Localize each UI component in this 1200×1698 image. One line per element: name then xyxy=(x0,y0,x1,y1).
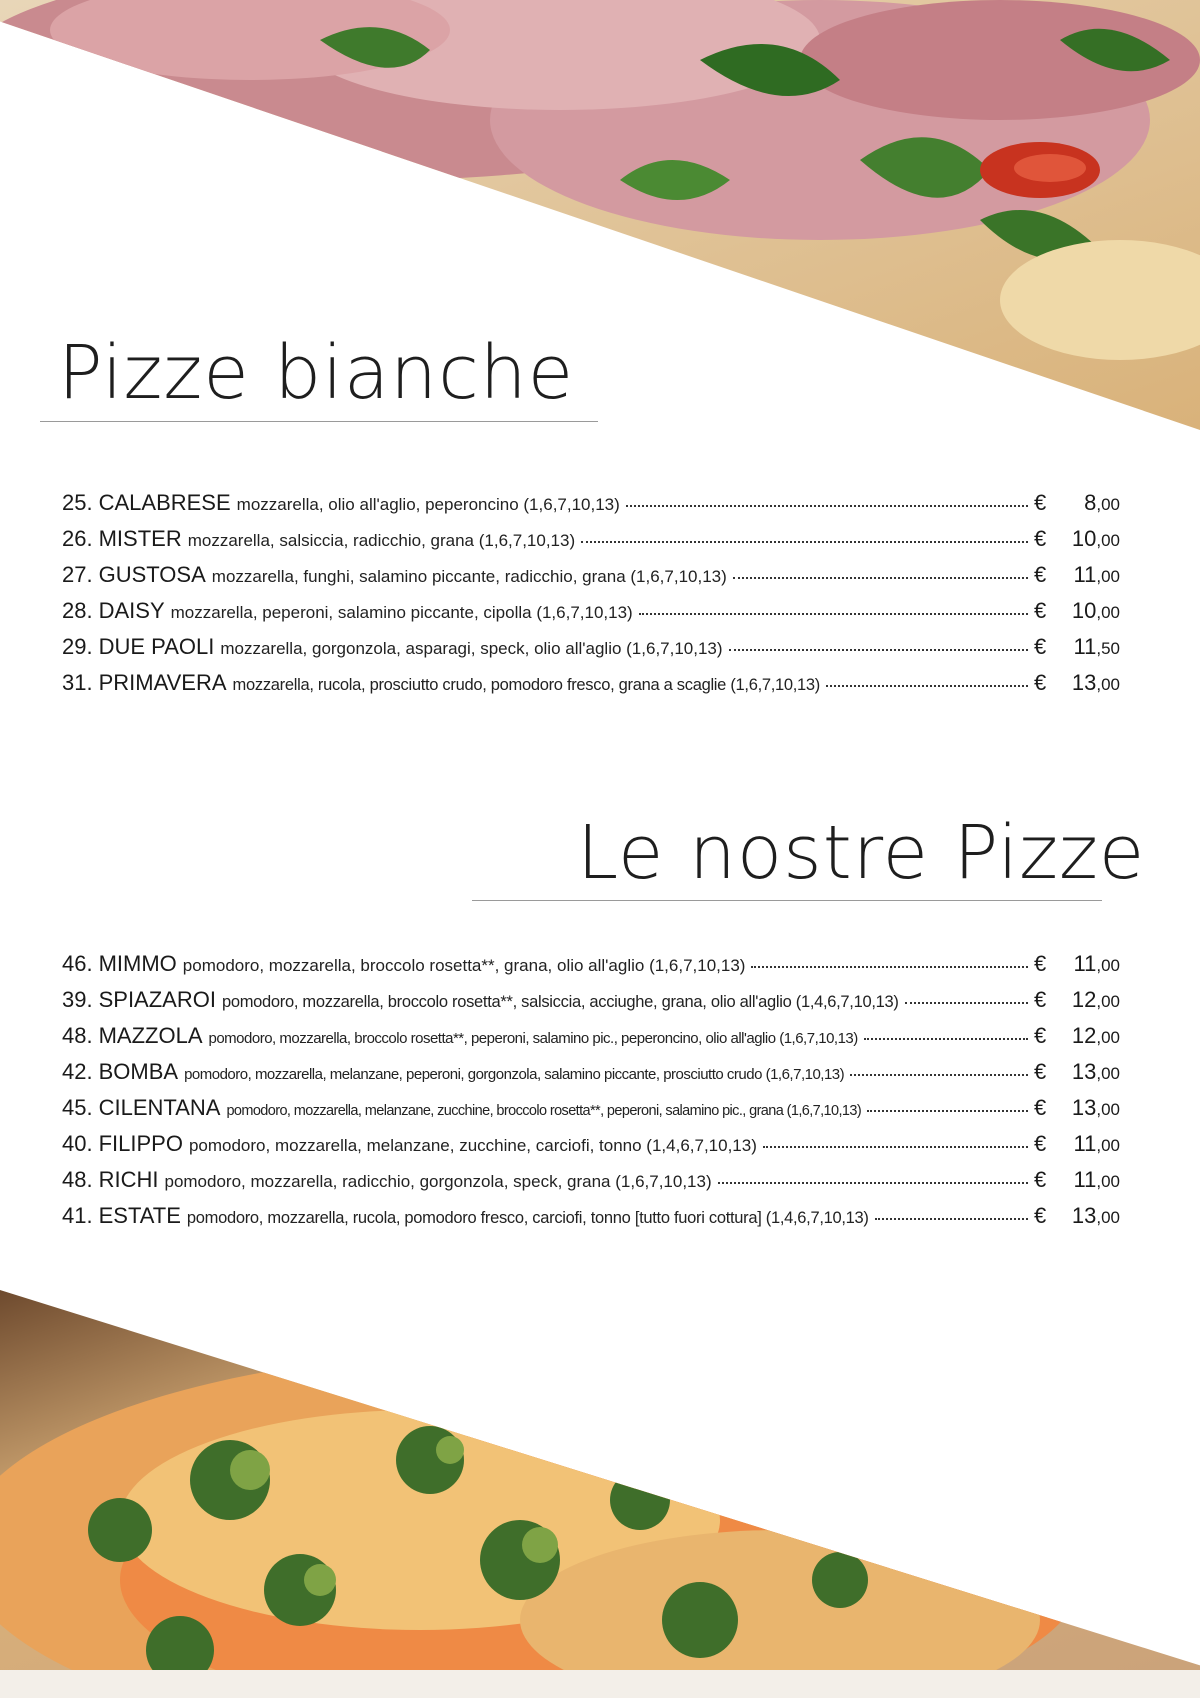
item-number: 42. xyxy=(62,1059,93,1084)
menu-item xyxy=(62,1023,1120,1059)
item-name: RICHI xyxy=(98,1167,159,1192)
item-price xyxy=(1034,987,1120,1013)
price-integer: 13 xyxy=(1071,1203,1097,1228)
dot-leader xyxy=(763,1146,1028,1148)
item-ingredients: pomodoro, mozzarella, broccolo rosetta**, salsiccia, acciughe, grana, olio all'aglio (1,4,6,7,10,13) xyxy=(221,993,899,1011)
currency-symbol: € xyxy=(1034,670,1047,695)
price-integer: 10 xyxy=(1071,526,1097,551)
item-ingredients: pomodoro, mozzarella, melanzane, peperoni, gorgonzola, salamino piccante, prosciutto crudo (1,6,7,10,13) xyxy=(184,1066,845,1083)
menu-item xyxy=(62,1203,1120,1239)
dot-leader xyxy=(718,1182,1028,1184)
price-integer: 10 xyxy=(1071,598,1097,623)
price-decimal: ,00 xyxy=(1096,675,1120,694)
menu-item xyxy=(62,490,1120,526)
price-decimal: ,00 xyxy=(1096,956,1120,975)
currency-symbol: € xyxy=(1034,1023,1047,1048)
menu-item xyxy=(62,598,1120,634)
currency-symbol: € xyxy=(1034,562,1047,587)
item-name: CILENTANA xyxy=(98,1095,221,1120)
item-price xyxy=(1034,562,1120,588)
price-integer: 11 xyxy=(1073,562,1097,587)
dot-leader xyxy=(867,1110,1028,1112)
item-ingredients: mozzarella, peperoni, salamino piccante, cipolla (1,6,7,10,13) xyxy=(170,603,633,622)
menu-item xyxy=(62,670,1120,706)
item-ingredients: mozzarella, gorgonzola, asparagi, speck, olio all'aglio (1,6,7,10,13) xyxy=(220,639,723,658)
item-ingredients: mozzarella, salsiccia, radicchio, grana (1,6,7,10,13) xyxy=(187,531,576,550)
price-integer: 13 xyxy=(1071,1095,1097,1120)
item-price xyxy=(1034,1203,1120,1229)
dot-leader xyxy=(639,613,1028,615)
item-price xyxy=(1034,490,1120,516)
item-ingredients: pomodoro, mozzarella, broccolo rosetta**, grana, olio all'aglio (1,6,7,10,13) xyxy=(182,956,746,975)
currency-symbol: € xyxy=(1034,1059,1047,1084)
price-decimal: ,00 xyxy=(1096,1064,1120,1083)
dot-leader xyxy=(751,966,1028,968)
price-integer: 11 xyxy=(1073,1131,1097,1156)
dot-leader xyxy=(626,505,1028,507)
price-integer: 12 xyxy=(1071,987,1097,1012)
dot-leader xyxy=(733,577,1028,579)
item-ingredients: mozzarella, olio all'aglio, peperoncino (1,6,7,10,13) xyxy=(236,495,620,514)
menu-item xyxy=(62,1167,1120,1203)
dot-leader xyxy=(875,1218,1028,1220)
item-price xyxy=(1034,1059,1120,1085)
currency-symbol: € xyxy=(1034,951,1047,976)
price-decimal: ,00 xyxy=(1096,992,1120,1011)
item-price xyxy=(1034,1167,1120,1193)
broccoli-pizza-photo xyxy=(0,1290,1200,1698)
menu-item xyxy=(62,634,1120,670)
item-price xyxy=(1034,1131,1120,1157)
item-number: 48. xyxy=(62,1167,93,1192)
section-title-le-nostre-pizze: Le nostre Pizze xyxy=(577,810,1146,896)
item-ingredients: pomodoro, mozzarella, rucola, pomodoro fresco, carciofi, tonno [tutto fuori cottura] (1,4,6,7,10,13) xyxy=(186,1209,869,1227)
price-integer: 13 xyxy=(1071,1059,1097,1084)
title-divider xyxy=(40,421,598,422)
item-number: 41. xyxy=(62,1203,93,1228)
item-name: MAZZOLA xyxy=(98,1023,203,1048)
item-name: DUE PAOLI xyxy=(98,634,215,659)
item-name: MISTER xyxy=(98,526,182,551)
currency-symbol: € xyxy=(1034,490,1047,515)
item-name: MIMMO xyxy=(98,951,177,976)
menu-item xyxy=(62,987,1120,1023)
dot-leader xyxy=(729,649,1028,651)
item-number: 28. xyxy=(62,598,93,623)
item-number: 39. xyxy=(62,987,93,1012)
item-number: 31. xyxy=(62,670,93,695)
item-number: 29. xyxy=(62,634,93,659)
dot-leader xyxy=(905,1002,1028,1004)
item-name: CALABRESE xyxy=(98,490,231,515)
price-decimal: ,00 xyxy=(1096,1028,1120,1047)
price-integer: 13 xyxy=(1071,670,1097,695)
item-ingredients: mozzarella, rucola, prosciutto crudo, pomodoro fresco, grana a scaglie (1,6,7,10,13) xyxy=(232,676,820,694)
price-integer: 11 xyxy=(1073,1167,1097,1192)
item-name: ESTATE xyxy=(98,1203,181,1228)
item-name: PRIMAVERA xyxy=(98,670,227,695)
item-ingredients: pomodoro, mozzarella, melanzane, zucchine, broccolo rosetta**, peperoni, salamino pic., grana (1,6,7,10,13) xyxy=(226,1103,862,1119)
price-decimal: ,00 xyxy=(1096,603,1120,622)
section-title-pizze-bianche: Pizze bianche xyxy=(58,330,575,416)
item-number: 26. xyxy=(62,526,93,551)
item-price xyxy=(1034,598,1120,624)
price-decimal: ,00 xyxy=(1096,1208,1120,1227)
menu-item xyxy=(62,1059,1120,1095)
menu-item xyxy=(62,951,1120,987)
currency-symbol: € xyxy=(1034,987,1047,1012)
item-name: FILIPPO xyxy=(98,1131,183,1156)
price-integer: 12 xyxy=(1071,1023,1097,1048)
item-name: GUSTOSA xyxy=(98,562,206,587)
item-ingredients: pomodoro, mozzarella, radicchio, gorgonzola, speck, grana (1,6,7,10,13) xyxy=(164,1172,712,1191)
dot-leader xyxy=(581,541,1028,543)
item-ingredients: mozzarella, funghi, salamino piccante, radicchio, grana (1,6,7,10,13) xyxy=(211,567,727,586)
price-integer: 11 xyxy=(1073,634,1097,659)
item-number: 48. xyxy=(62,1023,93,1048)
currency-symbol: € xyxy=(1034,1203,1047,1228)
item-name: SPIAZAROI xyxy=(98,987,216,1012)
dot-leader xyxy=(864,1038,1028,1040)
price-decimal: ,00 xyxy=(1096,1172,1120,1191)
price-integer: 11 xyxy=(1073,951,1097,976)
currency-symbol: € xyxy=(1034,526,1047,551)
item-ingredients: pomodoro, mozzarella, broccolo rosetta**, peperoni, salamino pic., peperoncino, olio all'aglio (1,6,7,10,13) xyxy=(208,1030,858,1047)
dot-leader xyxy=(826,685,1028,687)
menu-item xyxy=(62,526,1120,562)
item-price xyxy=(1034,526,1120,552)
currency-symbol: € xyxy=(1034,634,1047,659)
item-price xyxy=(1034,1023,1120,1049)
price-integer: 8 xyxy=(1084,490,1097,515)
item-number: 40. xyxy=(62,1131,93,1156)
dot-leader xyxy=(850,1074,1028,1076)
item-price xyxy=(1034,634,1120,660)
currency-symbol: € xyxy=(1034,1131,1047,1156)
item-price xyxy=(1034,670,1120,696)
menu-item xyxy=(62,1131,1120,1167)
menu-item xyxy=(62,562,1120,598)
item-number: 27. xyxy=(62,562,93,587)
item-name: DAISY xyxy=(98,598,165,623)
menu-item xyxy=(62,1095,1120,1131)
title-divider xyxy=(472,900,1102,901)
item-price xyxy=(1034,951,1120,977)
item-number: 46. xyxy=(62,951,93,976)
item-number: 45. xyxy=(62,1095,93,1120)
item-name: BOMBA xyxy=(98,1059,179,1084)
price-decimal: ,00 xyxy=(1096,531,1120,550)
price-decimal: ,00 xyxy=(1096,1100,1120,1119)
price-decimal: ,00 xyxy=(1096,1136,1120,1155)
menu-list-le-nostre-pizze xyxy=(62,951,1120,1239)
item-ingredients: pomodoro, mozzarella, melanzane, zucchine, carciofi, tonno (1,4,6,7,10,13) xyxy=(188,1136,757,1155)
item-number: 25. xyxy=(62,490,93,515)
price-decimal: ,50 xyxy=(1096,639,1120,658)
price-decimal: ,00 xyxy=(1096,495,1120,514)
currency-symbol: € xyxy=(1034,1167,1047,1192)
price-decimal: ,00 xyxy=(1096,567,1120,586)
currency-symbol: € xyxy=(1034,1095,1047,1120)
currency-symbol: € xyxy=(1034,598,1047,623)
menu-list-pizze-bianche xyxy=(62,490,1120,706)
item-price xyxy=(1034,1095,1120,1121)
